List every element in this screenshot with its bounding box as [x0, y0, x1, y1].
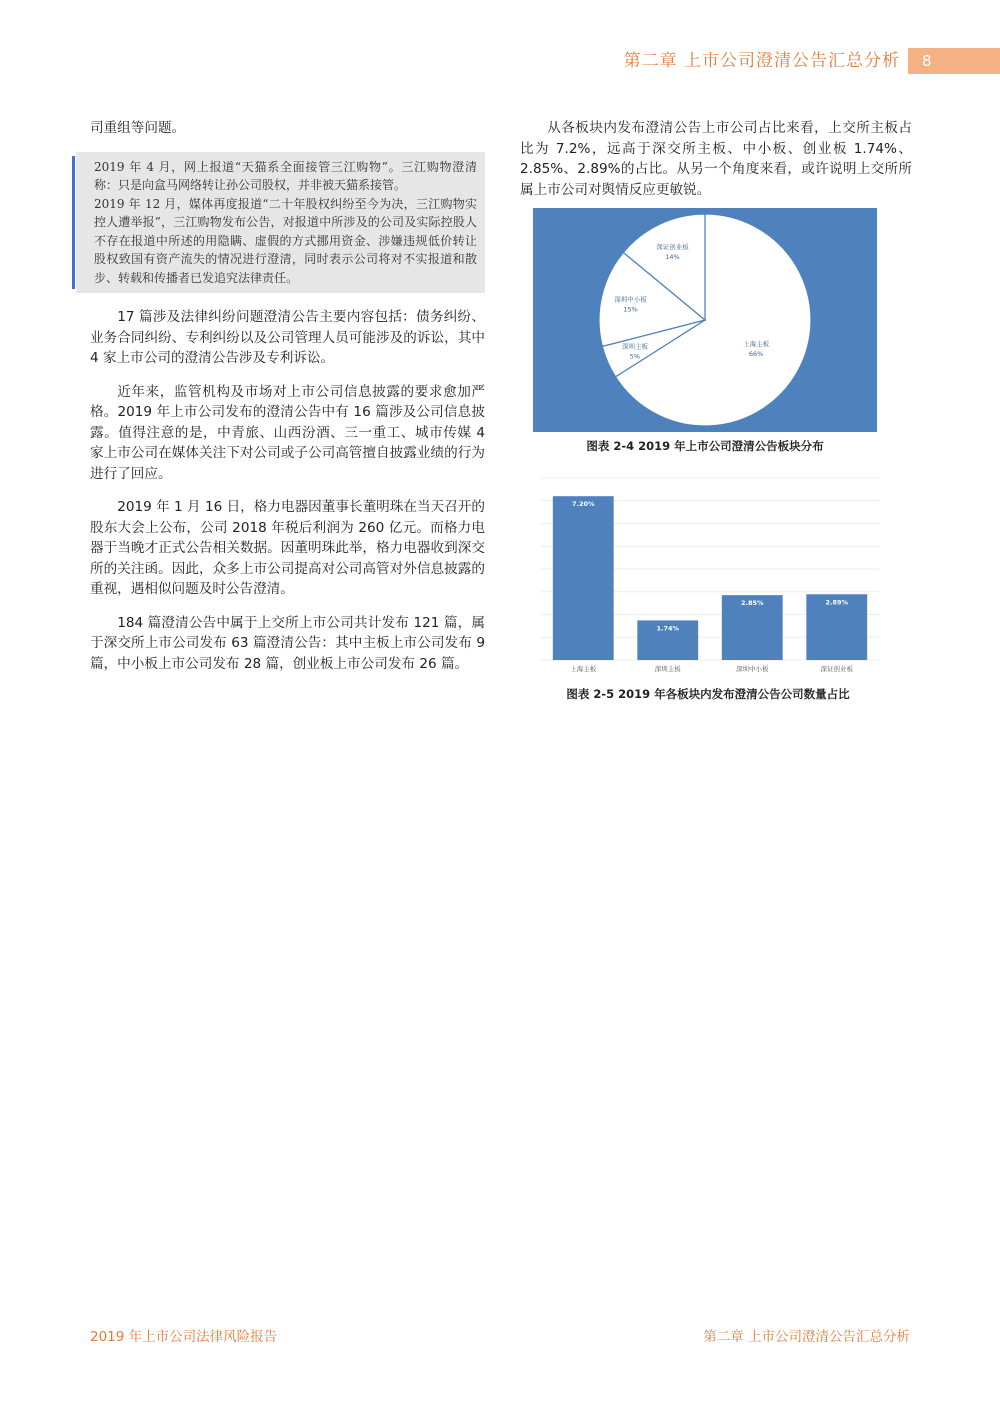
pie-value-1: 5% — [629, 352, 641, 361]
pie-value-0: 66% — [748, 350, 764, 359]
paragraph-count: 184 篇澄清公告中属于上交所上市公司共计发布 121 篇，属于深交所上市公司发布 63 篇澄清公告：其中主板上市公司发布 9 篇，中小板上市公司发布 28 篇，创业板上市公司发布 26 篇。 — [90, 614, 485, 672]
bar-caption: 图表 2-5 2019 年各板块内发布澄清公告公司数量占比 — [566, 687, 850, 701]
header-page-number: 8 — [908, 48, 1000, 74]
pie-value-3: 14% — [665, 252, 680, 261]
quote-paragraph-2: 2019 年 12 月，媒体再度报道“二十年股权纠纷至今为决，三江购物实控人遭举报”，三江购物发布公告，对报道中所涉及的公司及实际控股人不存在报道中所述的用隐瞒、虚假的方式挪用资金、涉嫌违规低价转让股权致国有资产流失的情况进行澄清，同时表示公司将对不实报道和散步、转载和传播者已发追究法律责任。 — [94, 196, 477, 285]
paragraph-disclosure: 近年来，监管机构及市场对上市公司信息披露的要求愈加严格。2019 年上市公司发布的澄清公告中有 16 篇涉及公司信息披露。值得注意的是，中青旅、山西汾酒、三一重工、城市传媒 4 家上市公司在媒体关注下对公司或子公司高管擅自披露业绩的行为进行了回应。 — [90, 383, 485, 482]
quote-accent-bar — [72, 156, 75, 290]
right-column — [520, 118, 912, 213]
bar-category-label-2: 深圳中小板 — [736, 665, 769, 673]
quote-paragraph-1: 2019 年 4 月，网上报道“天猫系全面接管三江购物”。三江购物澄清称：只是向盒马网络转让孙公司股权，并非被天猫系接管。 — [94, 159, 477, 192]
bar-category-label-0: 上海主板 — [570, 665, 597, 673]
footer-report-title: 2019 年上市公司法律风险报告 — [90, 1329, 278, 1345]
bar-category-label-3: 深证创业板 — [820, 665, 853, 673]
bar-value-label-1: 1.74% — [656, 624, 680, 633]
case-quote-box — [76, 152, 485, 294]
pie-value-2: 15% — [623, 305, 638, 314]
bar-category-label-1: 深圳主板 — [654, 665, 681, 673]
pie-chart — [533, 208, 877, 432]
bar-value-label-2: 2.85% — [740, 599, 764, 608]
pie-label-2: 深圳中小板 — [614, 295, 647, 304]
pie-label-1: 深圳主板 — [621, 342, 648, 351]
pie-label-3: 深证创业板 — [656, 242, 689, 251]
pie-caption: 图表 2-4 2019 年上市公司澄清公告板块分布 — [586, 439, 824, 453]
bar-chart — [533, 474, 883, 686]
header-chapter-title: 第二章 上市公司澄清公告汇总分析 — [623, 51, 900, 71]
left-column — [90, 118, 485, 687]
pie-label-0: 上海主板 — [743, 340, 770, 349]
paragraph-ratio: 从各板块内发布澄清公告上市公司占比来看，上交所主板占比为 7.2%，远高于深交所主板、中小板、创业板 1.74%、2.85%、2.89%的占比。从另一个角度来看，或许说明上交所所属上市公司对舆情反应更敏锐。 — [520, 120, 912, 198]
paragraph-intro: 司重组等问题。 — [90, 120, 186, 136]
footer-chapter-title: 第二章 上市公司澄清公告汇总分析 — [703, 1329, 910, 1345]
bar-value-label-3: 2.89% — [825, 598, 849, 607]
bar-0 — [553, 496, 614, 660]
paragraph-gree: 2019 年 1 月 16 日，格力电器因董事长董明珠在当天召开的股东大会上公布，公司 2018 年税后利润为 260 亿元。而格力电器于当晚才正式公告相关数据。因董明珠此举，格力电器收到深交所的关注函。因此，众多上市公司提高对公司高管对外信息披露的重视，遇相似问题及时公告澄清。 — [90, 499, 485, 597]
bar-value-label-0: 7.20% — [571, 500, 595, 509]
paragraph-legal: 17 篇涉及法律纠纷问题澄清公告主要内容包括：债务纠纷、业务合同纠纷、专利纠纷以及公司管理人员可能涉及的诉讼，其中 4 家上市公司的澄清公告涉及专利诉讼。 — [90, 309, 485, 366]
